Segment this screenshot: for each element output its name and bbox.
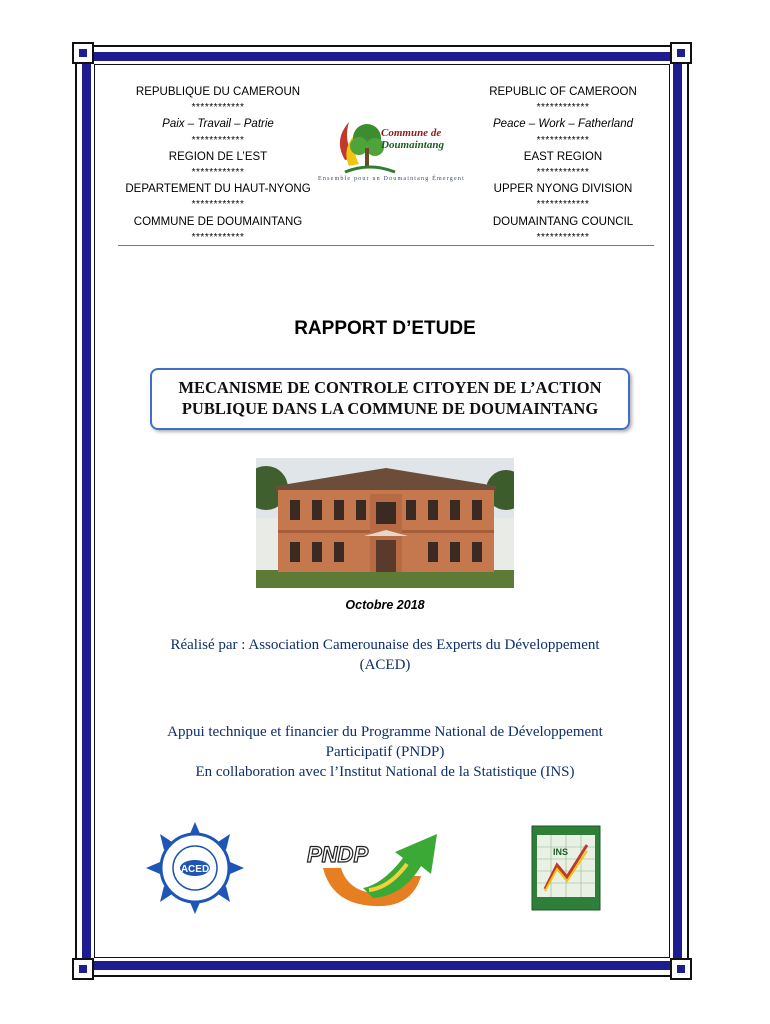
- logo-tree-trunk: [365, 148, 369, 168]
- header-left-region: REGION DE L’EST: [168, 150, 268, 163]
- ins-logo-text: INS: [553, 847, 569, 857]
- ins-logo: [531, 825, 601, 911]
- logo-tagline: Ensemble pour un Doumaintang Émergent: [318, 176, 465, 182]
- aced-logo-text: ACED: [180, 864, 210, 875]
- study-title-line2: PUBLIQUE DANS LA COMMUNE DE DOUMAINTANG: [181, 399, 599, 418]
- separator-stars: ************: [191, 166, 245, 178]
- separator-stars: ************: [191, 102, 245, 114]
- support-line1: Appui technique et financier du Programme National de Développement: [167, 724, 603, 740]
- header-left-commune: COMMUNE DE DOUMAINTANG: [133, 215, 303, 228]
- support-line2: Participatif (PNDP): [325, 743, 445, 760]
- town-hall-photo: [256, 458, 514, 588]
- corner-ornament-bottom-left: [72, 958, 94, 980]
- header-right-motto: Peace – Work – Fatherland: [493, 118, 633, 131]
- corner-ornament-top-left: [72, 42, 94, 64]
- separator-stars: ************: [536, 134, 590, 146]
- separator-stars: ************: [191, 134, 245, 146]
- logo-name-line1: Commune de: [381, 127, 442, 139]
- realisation-credit: [0, 636, 770, 676]
- separator-stars: ************: [191, 231, 245, 243]
- separator-stars: ************: [191, 199, 245, 211]
- header-left-department: DEPARTEMENT DU HAUT-NYONG: [125, 183, 311, 196]
- header-right-council: DOUMAINTANG COUNCIL: [492, 215, 634, 228]
- corner-ornament-top-right: [670, 42, 692, 64]
- separator-stars: ************: [536, 231, 590, 243]
- pndp-logo: [303, 828, 449, 910]
- commune-logo: [315, 100, 465, 200]
- header-right-division: UPPER NYONG DIVISION: [493, 183, 633, 196]
- header-left-country: REPUBLIQUE DU CAMEROUN: [135, 86, 301, 98]
- header-divider: [118, 245, 654, 246]
- entrance-door: [376, 540, 396, 572]
- separator-stars: ************: [536, 166, 590, 178]
- realisation-line2: (ACED): [359, 656, 411, 673]
- report-date: Octobre 2018: [345, 598, 425, 612]
- realisation-line1: Réalisé par : Association Camerounaise des Experts du Développement: [170, 637, 600, 653]
- pndp-logo-text: PNDP: [307, 842, 369, 867]
- header-right-region: EAST REGION: [523, 150, 603, 163]
- header-left: [88, 87, 348, 249]
- support-line3: En collaboration avec l’Institut National de la Statistique (INS): [195, 763, 575, 780]
- corner-ornament-bottom-right: [670, 958, 692, 980]
- header-right-country: REPUBLIC OF CAMEROON: [489, 86, 637, 98]
- support-credit: [0, 723, 770, 782]
- separator-stars: ************: [536, 199, 590, 211]
- study-title-line1: MECANISME DE CONTROLE CITOYEN DE L’ACTION: [178, 378, 602, 398]
- report-title: RAPPORT D’ETUDE: [294, 318, 476, 339]
- separator-stars: ************: [536, 102, 590, 114]
- header-right: [433, 87, 693, 249]
- header-left-motto: Paix – Travail – Patrie: [162, 118, 274, 131]
- study-title-box: [150, 368, 630, 430]
- aced-logo: [146, 822, 244, 914]
- logo-name-line2: Doumaintang: [381, 139, 444, 151]
